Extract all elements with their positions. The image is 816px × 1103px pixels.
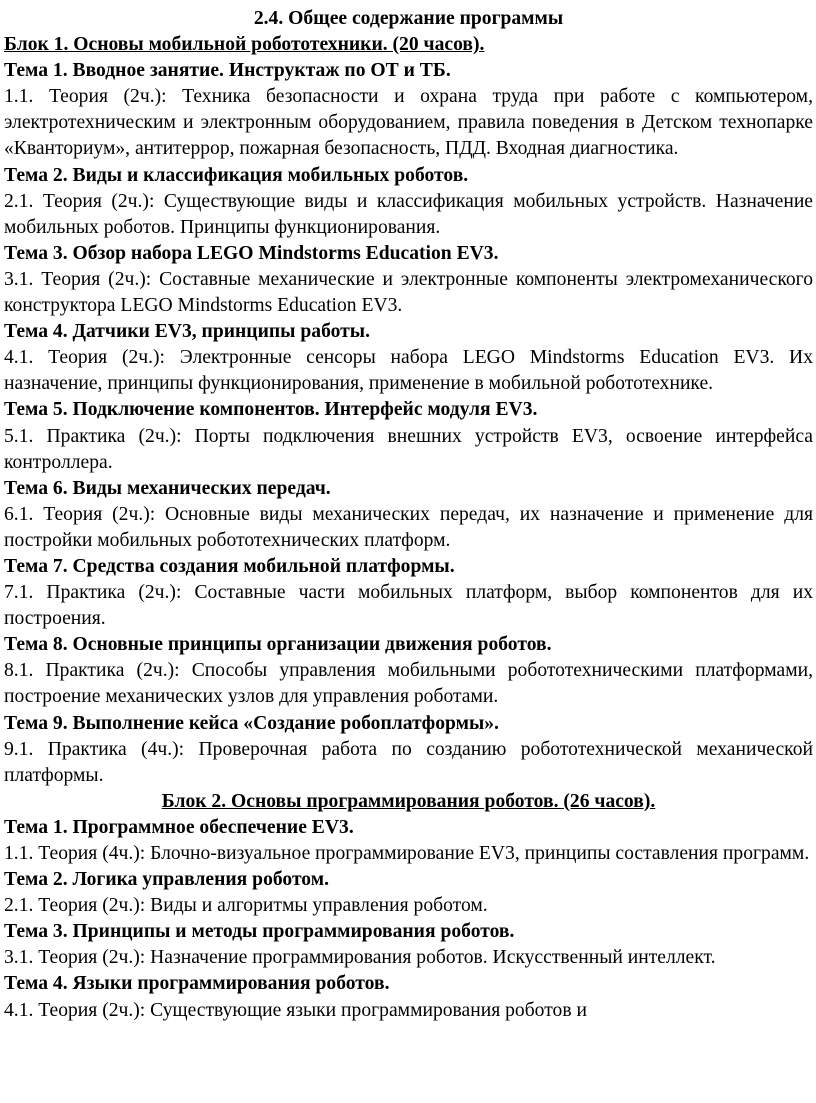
topic-text: 2.1. Теория (2ч.): Существующие виды и классификация мобильных устройств. Назначение мобильных роботов. Принципы функционирования. [4, 190, 813, 238]
topic-title: Тема 2. Логика управления роботом. [4, 869, 329, 891]
block-heading-1: Блок 1. Основы мобильной робототехники. (20 часов). [4, 34, 485, 56]
topic-title: Тема 4. Датчики EV3, принципы работы. [4, 321, 370, 343]
section-title: 2.4. Общее содержание программы [253, 8, 564, 29]
block-heading-2: Блок 2. Основы программирования роботов. (26 часов). [161, 790, 656, 812]
topic-text: 3.1. Теория (2ч.): Назначение программирования роботов. Искусственный интеллект. [4, 947, 716, 969]
topic-title: Тема 3. Обзор набора LEGO Mindstorms Education EV3. [4, 242, 499, 264]
topic-title: Тема 2. Виды и классификация мобильных роботов. [4, 164, 469, 186]
topic-title: Тема 6. Виды механических передач. [4, 477, 331, 499]
topic-text: 4.1. Теория (2ч.): Электронные сенсоры набора LEGO Mindstorms Education EV3. Их назначение, принципы функционирования, применение в мобильной робототехнике. [4, 347, 813, 395]
topic-text: 1.1. Теория (4ч.): Блочно-визуальное программирование EV3, принципы составления программ. [4, 843, 810, 864]
topic-text: 5.1. Практика (2ч.): Порты подключения внешних устройств EV3, освоение интерфейса контроллера. [4, 425, 813, 473]
topic-text: 3.1. Теория (2ч.): Составные механические и электронные компоненты электромеханического конструктора LEGO Mindstorms Education EV3. [4, 268, 813, 317]
topic-title: Тема 3. Принципы и методы программирования роботов. [4, 921, 515, 943]
topic-title: Тема 1. Программное обеспечение EV3. [4, 816, 354, 838]
topic-text: 4.1. Теория (2ч.): Существующие языки программирования роботов и [4, 999, 587, 1021]
topic-title: Тема 9. Выполнение кейса «Создание робоплатформы». [4, 712, 499, 734]
topic-title: Тема 7. Средства создания мобильной платформы. [4, 555, 455, 577]
topic-title: Тема 8. Основные принципы организации движения роботов. [4, 634, 552, 656]
topic-title: Тема 5. Подключение компонентов. Интерфейс модуля EV3. [4, 399, 538, 421]
topic-text: 6.1. Теория (2ч.): Основные виды механических передач, их назначение и применение для постройки мобильных робототехнических платформ. [4, 503, 813, 551]
topic-text: 8.1. Практика (2ч.): Способы управления мобильными робототехническими платформами, построение механических узлов для управления роботами. [4, 660, 813, 708]
topic-text: 2.1. Теория (2ч.): Виды и алгоритмы управления роботом. [4, 895, 488, 917]
topic-text: 9.1. Практика (4ч.): Проверочная работа по созданию робототехнической механической платформы. [4, 738, 813, 786]
topic-title: Тема 4. Языки программирования роботов. [4, 973, 390, 995]
topic-text: 1.1. Теория (2ч.): Техника безопасности и охрана труда при работе с компьютером, электротехническим и электронным оборудованием, правила поведения в Детском технопарке «Кванториум», антитеррор, пожарная безопасность, ПДД. Входная диагностика. [4, 86, 813, 160]
topic-text: 7.1. Практика (2ч.): Составные части мобильных платформ, выбор компонентов для их построения. [4, 582, 813, 630]
topic-title: Тема 1. Вводное занятие. Инструктаж по ОТ и ТБ. [4, 60, 451, 82]
